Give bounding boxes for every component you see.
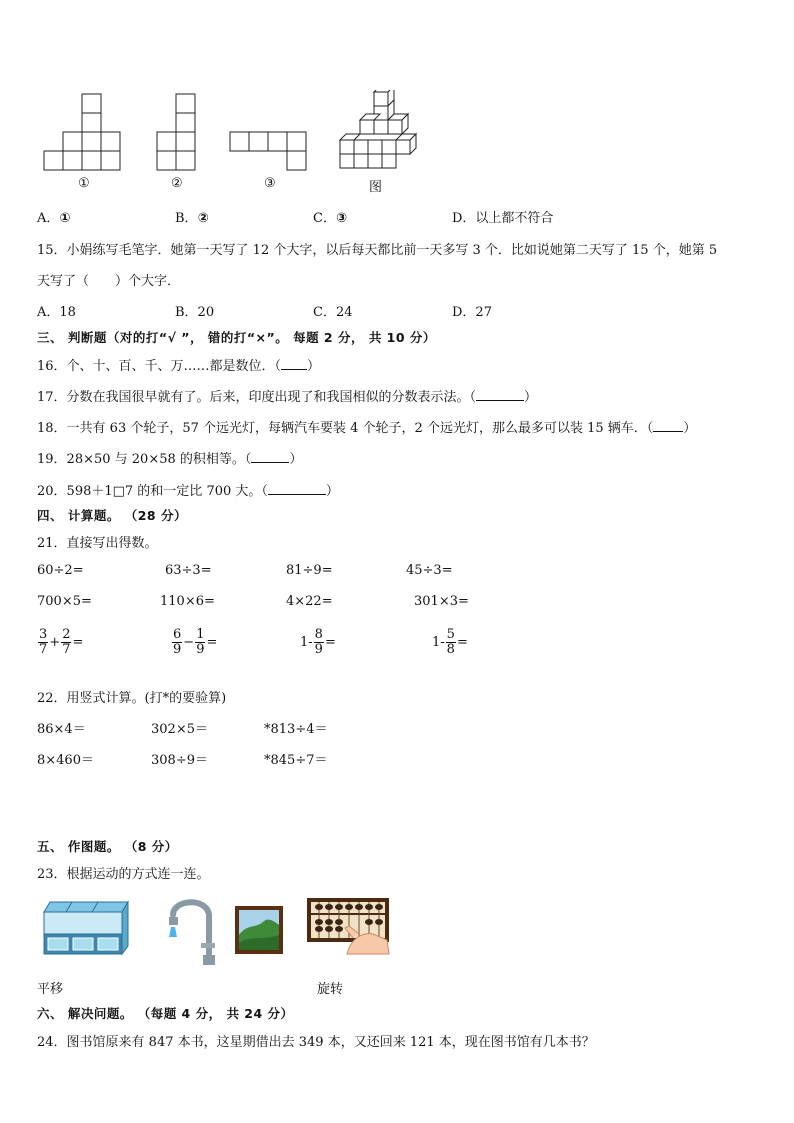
translation-label: 平移 bbox=[37, 982, 64, 997]
q23-title: 23．根据运动的方式连一连。 bbox=[37, 867, 210, 882]
q22-item: *813÷4＝ bbox=[264, 722, 328, 737]
q16: 16．个、十、百、千、万……都是数位．（ ） bbox=[37, 359, 321, 374]
q17: 17．分数在我国很早就有了。后来，印度出现了和我国相似的分数表示法。（ ） bbox=[37, 390, 538, 405]
q15-option-c[interactable]: C．24 bbox=[313, 305, 353, 320]
q21-item: 60÷2= bbox=[37, 563, 84, 578]
q21-fraction-3: 1- $\frac{8}{9}$ = bbox=[300, 627, 336, 657]
q19: 19．28×50 与 20×58 的积相等。（ ） bbox=[37, 452, 303, 467]
display-cabinet-image bbox=[42, 900, 130, 956]
figure-label-4: 图 bbox=[369, 180, 383, 195]
section6-title: 六、 解决问题。 （每题 4 分， 共 24 分） bbox=[37, 1006, 294, 1021]
q14-option-c[interactable]: C．③ bbox=[313, 211, 347, 226]
q15-option-d[interactable]: D．27 bbox=[452, 305, 492, 320]
q15-option-a[interactable]: A．18 bbox=[37, 305, 76, 320]
figure-label-1: ① bbox=[78, 176, 90, 191]
q18-answer-blank[interactable] bbox=[653, 431, 683, 432]
q21-item: 4×22= bbox=[286, 594, 333, 609]
q22-item: 8×460＝ bbox=[37, 753, 94, 768]
rotation-label: 旋转 bbox=[317, 982, 344, 997]
q21-title: 21．直接写出得数。 bbox=[37, 536, 158, 551]
q15-option-b[interactable]: B．20 bbox=[175, 305, 215, 320]
q16-answer-blank[interactable] bbox=[281, 369, 307, 370]
q15-line2: 天写了（ ）个大字． bbox=[37, 274, 181, 289]
q15-line1: 15．小娟练写毛笔字．她第一天写了 12 个大字，以后每天都比前一天多写 3 个．比如说她第二天写了 15 个，她第 5 bbox=[37, 243, 718, 258]
q22-item: 86×4＝ bbox=[37, 722, 86, 737]
q21-item: 700×5= bbox=[37, 594, 92, 609]
q14-option-a[interactable]: A．① bbox=[37, 211, 71, 226]
section4-title: 四、 计算题。 （28 分） bbox=[37, 508, 187, 523]
q21-item: 81÷9= bbox=[286, 563, 333, 578]
q21-fraction-2: $\frac{6}{9}$ − $\frac{1}{9}$ = bbox=[173, 627, 218, 657]
q21-item: 63÷3= bbox=[165, 563, 212, 578]
section5-title: 五、 作图题。 （8 分） bbox=[37, 839, 178, 854]
q21-fraction-4: 1- $\frac{5}{8}$ = bbox=[432, 627, 468, 657]
q17-answer-blank[interactable] bbox=[476, 400, 524, 401]
q22-item: *845÷7＝ bbox=[264, 753, 328, 768]
q24: 24．图书馆原来有 847 本书，这星期借出去 349 本，又还回来 121 本，现在图书馆有几本书？ bbox=[37, 1035, 595, 1050]
framed-painting-image bbox=[234, 905, 284, 955]
q14-option-b[interactable]: B．② bbox=[175, 211, 209, 226]
faucet-image bbox=[163, 893, 219, 967]
q21-item: 45÷3= bbox=[406, 563, 453, 578]
q21-item: 110×6= bbox=[160, 594, 215, 609]
q19-answer-blank[interactable] bbox=[251, 462, 289, 463]
q18: 18．一共有 63 个轮子，57 个远光灯，每辆汽车要装 4 个轮子，2 个远光灯，那么最多可以装 15 辆车．（ ） bbox=[37, 421, 697, 436]
q20-answer-blank[interactable] bbox=[268, 494, 326, 495]
q14-option-d[interactable]: D．以上都不符合 bbox=[452, 211, 554, 226]
q21-item: 301×3= bbox=[414, 594, 469, 609]
q20: 20．598＋1□7 的和一定比 700 大。（ ） bbox=[37, 484, 339, 499]
q22-item: 308÷9＝ bbox=[151, 753, 208, 768]
figure-label-3: ③ bbox=[264, 176, 276, 191]
figure-label-2: ② bbox=[171, 176, 183, 191]
q22-item: 302×5＝ bbox=[151, 722, 208, 737]
q21-fraction-1: $\frac{3}{7}$ + $\frac{2}{7}$ = bbox=[39, 627, 84, 657]
abacus-image bbox=[307, 898, 391, 960]
cube-views-figure bbox=[40, 90, 430, 172]
q22-title: 22．用竖式计算。(打*的要验算) bbox=[37, 691, 227, 706]
section3-title: 三、 判断题（对的打“√ ”， 错的打“×”。 每题 2 分， 共 10 分） bbox=[37, 330, 436, 345]
